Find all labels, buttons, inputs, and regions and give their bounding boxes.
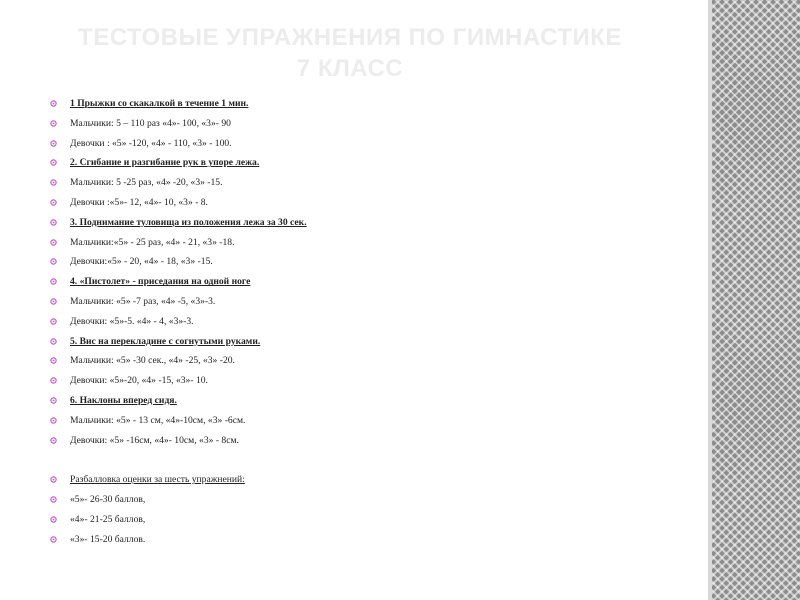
list-item-text: «4»- 21-25 баллов,	[70, 513, 146, 525]
list-item-text: 2. Сгибание и разгибание рук в упоре лежа.	[70, 157, 260, 169]
circle-bullet-icon	[50, 219, 57, 226]
list-item-text: «5»- 26-30 баллов,	[70, 494, 146, 506]
list-item	[50, 413, 690, 433]
list-item-text: 6. Наклоны вперед сидя.	[70, 394, 177, 406]
list-item	[50, 353, 690, 373]
list-item	[50, 393, 690, 413]
list-item	[50, 492, 690, 512]
circle-bullet-icon	[50, 120, 57, 127]
list-item	[50, 195, 690, 215]
circle-bullet-icon	[50, 397, 57, 404]
exercise-list	[50, 96, 690, 552]
list-item-text: Девочки :«5»- 12, «4»- 10, «3» - 8.	[70, 196, 208, 208]
list-item	[50, 155, 690, 175]
circle-bullet-icon	[50, 179, 57, 186]
circle-bullet-icon	[50, 496, 57, 503]
slide-title	[40, 22, 660, 84]
list-item	[50, 116, 690, 136]
list-spacer	[50, 452, 690, 472]
list-item-text: Разбалловка оценки за шесть упражнений:	[70, 474, 245, 486]
list-item-text: 5. Вис на перекладине с согнутыми руками.	[70, 335, 261, 347]
list-item	[50, 96, 690, 116]
list-item	[50, 235, 690, 255]
list-item-text: Девочки: «5» -16см, «4»- 10см, «3» - 8см.	[70, 434, 239, 446]
circle-bullet-icon	[50, 338, 57, 345]
list-item	[50, 373, 690, 393]
list-item	[50, 215, 690, 235]
circle-bullet-icon	[50, 357, 57, 364]
list-item-text: 1 Прыжки со скакалкой в течение 1 мин.	[70, 98, 249, 109]
list-item	[50, 294, 690, 314]
list-item-text: Девочки: «5»-20, «4» -15, «3»- 10.	[70, 375, 208, 387]
list-item-text: «3»- 15-20 баллов.	[70, 533, 146, 545]
circle-bullet-icon	[50, 239, 57, 246]
list-item-text: 4. «Пистолет» - приседания на одной ноге	[70, 276, 251, 288]
list-item	[50, 472, 690, 492]
list-item	[50, 512, 690, 532]
list-item-text: Мальчики: «5» -30 сек., «4» -25, «3» -20.	[70, 355, 235, 367]
slide-title-line-2: 7 КЛАСС	[296, 55, 404, 82]
list-item	[50, 334, 690, 354]
list-item	[50, 274, 690, 294]
circle-bullet-icon	[50, 437, 57, 444]
list-item-text: Девочки:«5» - 20, «4» - 18, «3» -15.	[70, 256, 213, 268]
circle-bullet-icon	[50, 476, 57, 483]
list-item-text: Девочки: «5»-5. «4» - 4, «3»-3.	[70, 315, 194, 327]
circle-bullet-icon	[50, 516, 57, 523]
circle-bullet-icon	[50, 159, 57, 166]
decorative-sidebar	[712, 0, 800, 600]
list-item-text: Мальчики: «5» -7 раз, «4» -5, «3»-3.	[70, 295, 216, 307]
list-item-text: Девочки : «5» -120, «4» - 110, «3» - 100.	[70, 137, 232, 149]
circle-bullet-icon	[50, 536, 57, 543]
circle-bullet-icon	[50, 417, 57, 424]
list-item	[50, 532, 690, 552]
list-item-text: Мальчики:«5» - 25 раз, «4» - 21, «3» -18.	[70, 236, 235, 248]
circle-bullet-icon	[50, 100, 57, 107]
circle-bullet-icon	[50, 278, 57, 285]
circle-bullet-icon	[50, 258, 57, 265]
circle-bullet-icon	[50, 140, 57, 147]
list-item-text: Мальчики: 5 – 110 раз «4»- 100, «3»- 90	[70, 117, 231, 129]
list-item	[50, 433, 690, 453]
slide-title-line-1: ТЕСТОВЫЕ УПРАЖНЕНИЯ ПО ГИМНАСТИКЕ	[78, 24, 622, 51]
list-item	[50, 136, 690, 156]
list-item	[50, 314, 690, 334]
circle-bullet-icon	[50, 298, 57, 305]
circle-bullet-icon	[50, 377, 57, 384]
circle-bullet-icon	[50, 199, 57, 206]
list-item-text: Мальчики: 5 -25 раз, «4» -20, «3» -15.	[70, 177, 223, 189]
list-item-text: Мальчики: «5» - 13 см, «4»-10см, «3» -6см.	[70, 414, 246, 426]
list-item-text: 3. Поднимание туловища из положения лежа за 30 сек.	[70, 216, 307, 228]
circle-bullet-icon	[50, 318, 57, 325]
list-item	[50, 175, 690, 195]
list-item	[50, 254, 690, 274]
